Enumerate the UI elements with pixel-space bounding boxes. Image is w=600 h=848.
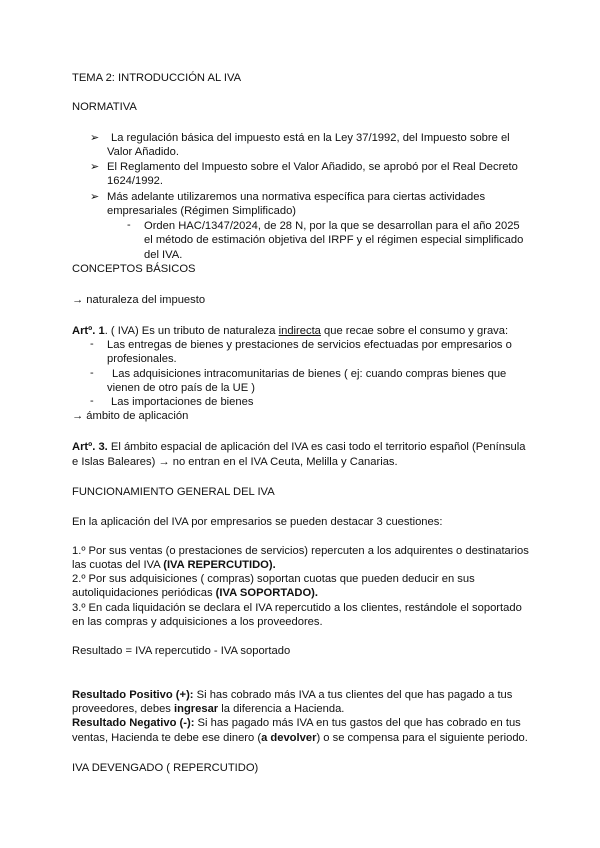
iva-devengado-heading: IVA DEVENGADO ( REPERCUTIDO) [72,762,259,774]
dash-bullet-icon: - [90,338,94,350]
resultado-negativo-text: Si has pagado más IVA en tus gastos del que has cobrado en tus [194,717,521,729]
arrow-bullet-icon: ➢ [90,191,100,203]
resultado-formula: Resultado = IVA repercutido - IVA soportado [72,645,291,657]
normativa-bullet-3-line-2: empresariales (Régimen Simplificado) [107,205,297,217]
ingresar-bold: ingresar [174,703,219,715]
naturaleza-line: → naturaleza del impuesto [72,294,206,306]
art1-label: Artº. 1 [72,325,105,337]
point-3-line-2: en las compras y adquisiciones a los proveedores. [72,616,323,628]
point-2-text: autoliquidaciones periódicas [72,587,216,599]
normativa-bullet-2-line-1: El Reglamento del Impuesto sobre el Valor Añadido, se aprobó por el Real Decreto [107,161,518,173]
a-devolver-bold: a devolver [261,732,317,744]
resultado-negativo-label: Resultado Negativo (-): [72,717,195,729]
point-1-text: las cuotas del IVA [72,559,164,571]
dash-bullet-icon: - [90,367,94,379]
arrow-bullet-icon: ➢ [90,161,100,173]
iva-repercutido-bold: (IVA REPERCUTIDO). [163,559,276,571]
funcionamiento-intro: En la aplicación del IVA por empresarios se pueden destacar 3 cuestiones: [72,516,443,528]
resultado-positivo-label: Resultado Positivo (+): [72,689,194,701]
resultado-positivo-text: Si has cobrado más IVA a tus clientes del que has pagado a tus [193,689,513,701]
normativa-sub-line-1: Orden HAC/1347/2024, de 28 N, por la que se desarrollan para el año 2025 [144,220,520,232]
art1-text-pre: . ( IVA) Es un tributo de naturaleza [104,325,279,337]
art1-text-post: que recae sobre el consumo y grava: [320,325,509,337]
iva-soportado-bold: (IVA SOPORTADO). [215,587,319,599]
arrow-bullet-icon: ➢ [90,132,100,144]
normativa-bullet-1-line-1: La regulación básica del impuesto está en la Ley 37/1992, del Impuesto sobre el [111,132,510,144]
art1-item-3: Las importaciones de bienes [111,396,254,408]
resultado-positivo-line-1 [72,688,512,702]
positivo-pre: proveedores, debes [72,703,174,715]
dash-bullet-icon: - [127,219,131,231]
negativo-pre: ventas, Hacienda te debe ese dinero ( [72,732,262,744]
art1-item-1-line-2: profesionales. [107,353,177,365]
positivo-post: la diferencia a Hacienda. [218,703,345,715]
funcionamiento-heading: FUNCIONAMIENTO GENERAL DEL IVA [72,486,275,498]
art1-item-1-line-1: Las entregas de bienes y prestaciones de servicios efectuadas por empresarios o [107,339,512,351]
art3-line-2: e Islas Baleares) → no entran en el IVA Ceuta, Melilla y Canarias. [72,456,398,468]
art1-underlined: indirecta [278,325,321,337]
normativa-sub-line-2: el método de estimación objetiva del IRPF y el régimen especial simplificado [144,234,524,246]
point-2-line-2 [72,586,318,600]
negativo-post: ) o se compensa para el siguiente periodo. [316,732,528,744]
normativa-heading: NORMATIVA [72,101,137,113]
point-2-line-1: 2.º Por sus adquisiciones ( compras) soportan cuotas que pueden deducir en sus [72,573,475,585]
art1-line [72,324,508,338]
normativa-bullet-3-line-1: Más adelante utilizaremos una normativa específica para ciertas actividades [107,191,486,203]
point-3-line-1: 3.º En cada liquidación se declara el IVA repercutido a los clientes, restándole el soportado [72,602,522,614]
resultado-negativo-line-1 [72,716,521,730]
art1-item-2-line-1: Las adquisiciones intracomunitarias de bienes ( ej: cuando compras bienes que [112,368,507,380]
normativa-bullet-1-line-2: Valor Añadido. [107,146,179,158]
normativa-sub-line-3: del IVA. [144,249,183,261]
resultado-negativo-line-2 [72,731,528,745]
art1-item-2-line-2: vienen de otro país de la UE ) [107,382,256,394]
conceptos-heading: CONCEPTOS BÁSICOS [72,263,196,275]
art3-text-1: El ámbito espacial de aplicación del IVA es casi todo el territorio español (Península [107,441,526,453]
point-1-line-1: 1.º Por sus ventas (o prestaciones de servicios) repercuten a los adquirentes o destinatarios [72,545,529,557]
resultado-positivo-line-2 [72,702,344,716]
dash-bullet-icon: - [90,395,94,407]
art3-line-1 [72,440,526,454]
art3-label: Artº. 3. [72,441,108,453]
document-title: TEMA 2: INTRODUCCIÓN AL IVA [72,72,242,84]
point-1-line-2 [72,558,276,572]
ambito-line: → ámbito de aplicación [72,410,189,422]
normativa-bullet-2-line-2: 1624/1992. [107,175,163,187]
